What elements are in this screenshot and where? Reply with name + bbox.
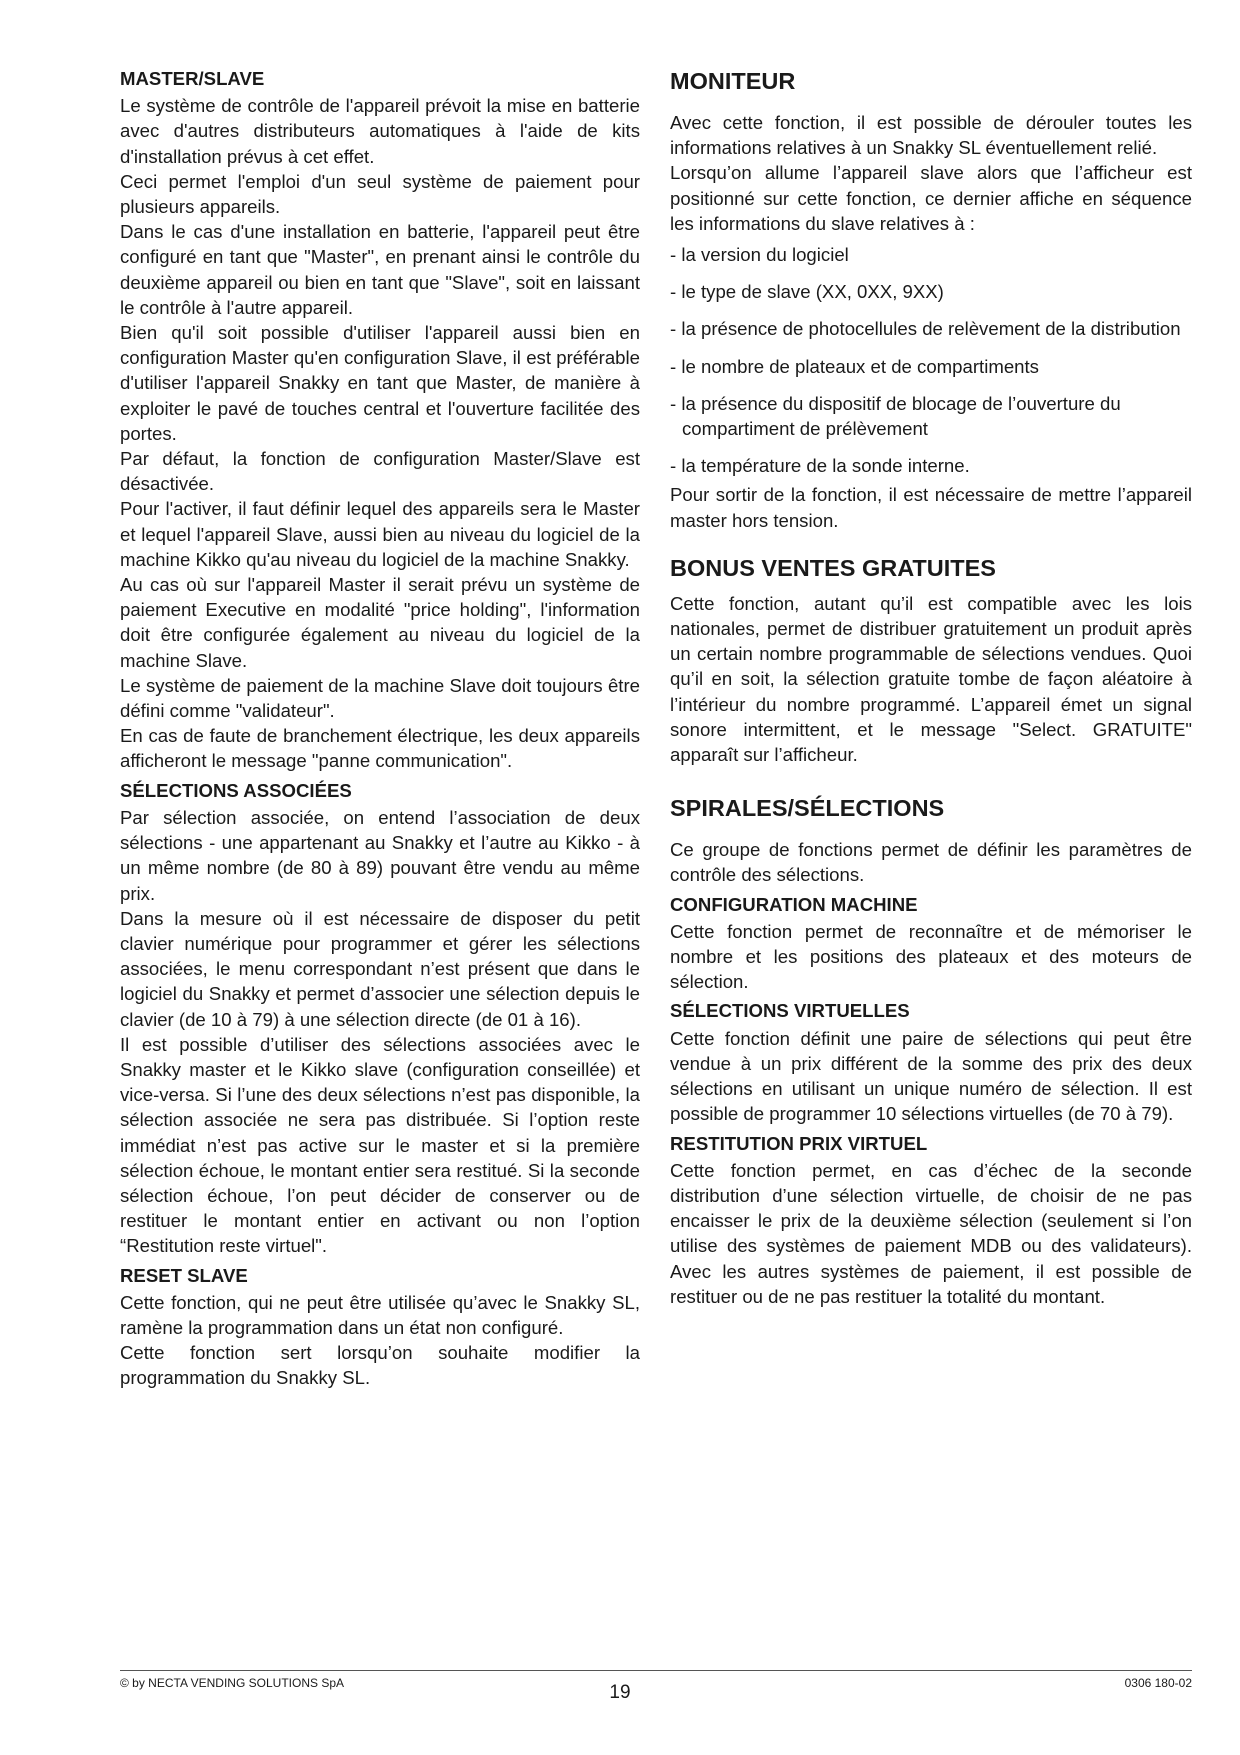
paragraph: Cette fonction définit une paire de sélections qui peut être vendue à un prix différent de la somme des prix des deux sélections en utilisant un unique numéro de sélection. Il est possible de programmer 10 sélections virtuelles (de 70 à 79).: [670, 1027, 1192, 1125]
paragraph: Par sélection associée, on entend l’association de deux sélections - une appartenant au Snakky et l’autre au Kikko - à un même nombre (de 80 à 89) pouvant être vendu au même prix.: [120, 806, 640, 904]
moniteur-list: [670, 242, 1192, 478]
paragraph: Par défaut, la fonction de configuration Master/Slave est désactivée.: [120, 448, 640, 495]
heading-reset-slave: RESET SLAVE: [120, 1264, 248, 1286]
paragraph: Cette fonction sert lorsqu’on souhaite modifier la programmation du Snakky SL.: [120, 1342, 640, 1389]
paragraph: Cette fonction permet, en cas d’échec de la seconde distribution d’une sélection virtuelle, de choisir de ne pas encaisser le prix de la deuxième sélection (seulement si l’on utilise des systèmes de paiement MDB ou des validateurs). Avec les autres systèmes de paiement, il est possible de restituer ou de ne pas restituer la totalité du montant.: [670, 1159, 1192, 1307]
paragraph: Ce groupe de fonctions permet de définir les paramètres de contrôle des sélections.: [670, 839, 1192, 886]
paragraph: Le système de paiement de la machine Slave doit toujours être défini comme "validateur".: [120, 674, 640, 722]
paragraph: Dans le cas d'une installation en batterie, l'appareil peut être configuré en tant que "Master", en prenant ainsi le contrôle du deuxième appareil ou bien en tant que "Slave", soit en laissant le contrôle à l'autre appareil.: [120, 221, 640, 318]
footer-copyright: © by NECTA VENDING SOLUTIONS SpA: [120, 1676, 345, 1690]
paragraph: En cas de faute de branchement électrique, les deux appareils afficheront le message "panne communication".: [120, 725, 640, 772]
paragraph: Lorsqu’on allume l’appareil slave alors que l’afficheur est positionné sur cette fonction, ce dernier affiche en séquence les informations du slave relatives à :: [670, 162, 1192, 234]
heading-bonus: BONUS VENTES GRATUITES: [670, 554, 996, 581]
paragraph: Cette fonction permet de reconnaître et de mémoriser le nombre et les positions des plateaux et des moteurs de sélection.: [670, 920, 1192, 993]
document-code: 0306 180-02: [1124, 1676, 1192, 1690]
heading-spirales: SPIRALES/SÉLECTIONS: [670, 795, 945, 822]
list-item: - le type de slave (XX, 0XX, 9XX): [670, 281, 944, 303]
left-column: [120, 66, 640, 1391]
list-item: - la version du logiciel: [670, 244, 849, 266]
paragraph: Pour l'activer, il faut définir lequel des appareils sera le Master et lequel l'appareil Slave, aussi bien au niveau du logiciel de la machine Kikko qu'au niveau du logiciel de la machine Snakky.: [120, 498, 640, 570]
page-number: 19: [609, 1682, 631, 1703]
heading-selections-associees: SÉLECTIONS ASSOCIÉES: [120, 779, 352, 801]
heading-selections-virtuelles: SÉLECTIONS VIRTUELLES: [670, 1000, 910, 1022]
paragraph: Cette fonction, autant qu’il est compatible avec les lois nationales, permet de distribuer gratuitement un produit après un certain nombre programmable de sélections vendues. Quoi qu’il en soit, la sélection gratuite tombe de façon aléatoire à l’intérieur du nombre programmé. L’appareil émet un signal sonore intermittent, et le message "Select. GRATUITE" apparaît sur l’afficheur.: [670, 592, 1192, 766]
list-item: - la présence du dispositif de blocage de l’ouverture du compartiment de prélèvement: [670, 392, 1121, 440]
list-item: - le nombre de plateaux et de compartiments: [670, 355, 1039, 377]
paragraph: Cette fonction, qui ne peut être utilisée qu’avec le Snakky SL, ramène la programmation dans un état non configuré.: [120, 1291, 640, 1338]
paragraph: Pour sortir de la fonction, il est nécessaire de mettre l’appareil master hors tension.: [670, 484, 1192, 531]
paragraph: Ceci permet l'emploi d'un seul système de paiement pour plusieurs appareils.: [120, 170, 640, 218]
paragraph: Avec cette fonction, il est possible de dérouler toutes les informations relatives à un Snakky SL éventuellement relié.: [670, 112, 1192, 159]
heading-restitution: RESTITUTION PRIX VIRTUEL: [670, 1132, 928, 1154]
footer-divider: [120, 1670, 1192, 1671]
paragraph: Dans la mesure où il est nécessaire de disposer du petit clavier numérique pour programmer et gérer les sélections associées, le menu correspondant n’est présent que dans le logiciel du Snakky et permet d’associer une sélection depuis le clavier (de 10 à 79) à une sélection directe (de 01 à 16).: [120, 907, 640, 1030]
paragraph: Il est possible d’utiliser des sélections associées avec le Snakky master et le Kikko slave (configuration conseillée) et vice-versa. Si l’une des deux sélections n’est pas disponible, la sélection associée ne sera pas distribuée. Si l’option reste immédiat n’est pas active sur le master et si la première sélection échoue, le montant entier sera restitué. Si la seconde sélection échoue, l’on peut décider de conserver ou de restituer le montant entier en activant ou non l’option “Restitution reste virtuel".: [120, 1033, 640, 1257]
heading-master-slave: MASTER/SLAVE: [120, 68, 265, 89]
right-column: [670, 66, 1192, 1309]
paragraph: Au cas où sur l'appareil Master il serait prévu un système de paiement Executive en modalité "price holding", l'information doit être configurée également au niveau du logiciel de la machine Slave.: [120, 574, 640, 671]
heading-config-machine: CONFIGURATION MACHINE: [670, 893, 918, 915]
list-item: - la température de la sonde interne.: [670, 455, 970, 477]
list-item: - la présence de photocellules de relèvement de la distribution: [670, 318, 1181, 340]
heading-moniteur: MONITEUR: [670, 68, 796, 94]
paragraph: Bien qu'il soit possible d'utiliser l'appareil aussi bien en configuration Master qu'en configuration Slave, il est préférable d'utiliser l'appareil Snakky en tant que Master, de manière à exploiter le pavé de touches central et l'ouverture facilitée des portes.: [120, 322, 640, 444]
paragraph: Le système de contrôle de l'appareil prévoit la mise en batterie avec d'autres distributeurs automatiques à l'aide de kits d'installation prévus à cet effet.: [120, 95, 640, 167]
